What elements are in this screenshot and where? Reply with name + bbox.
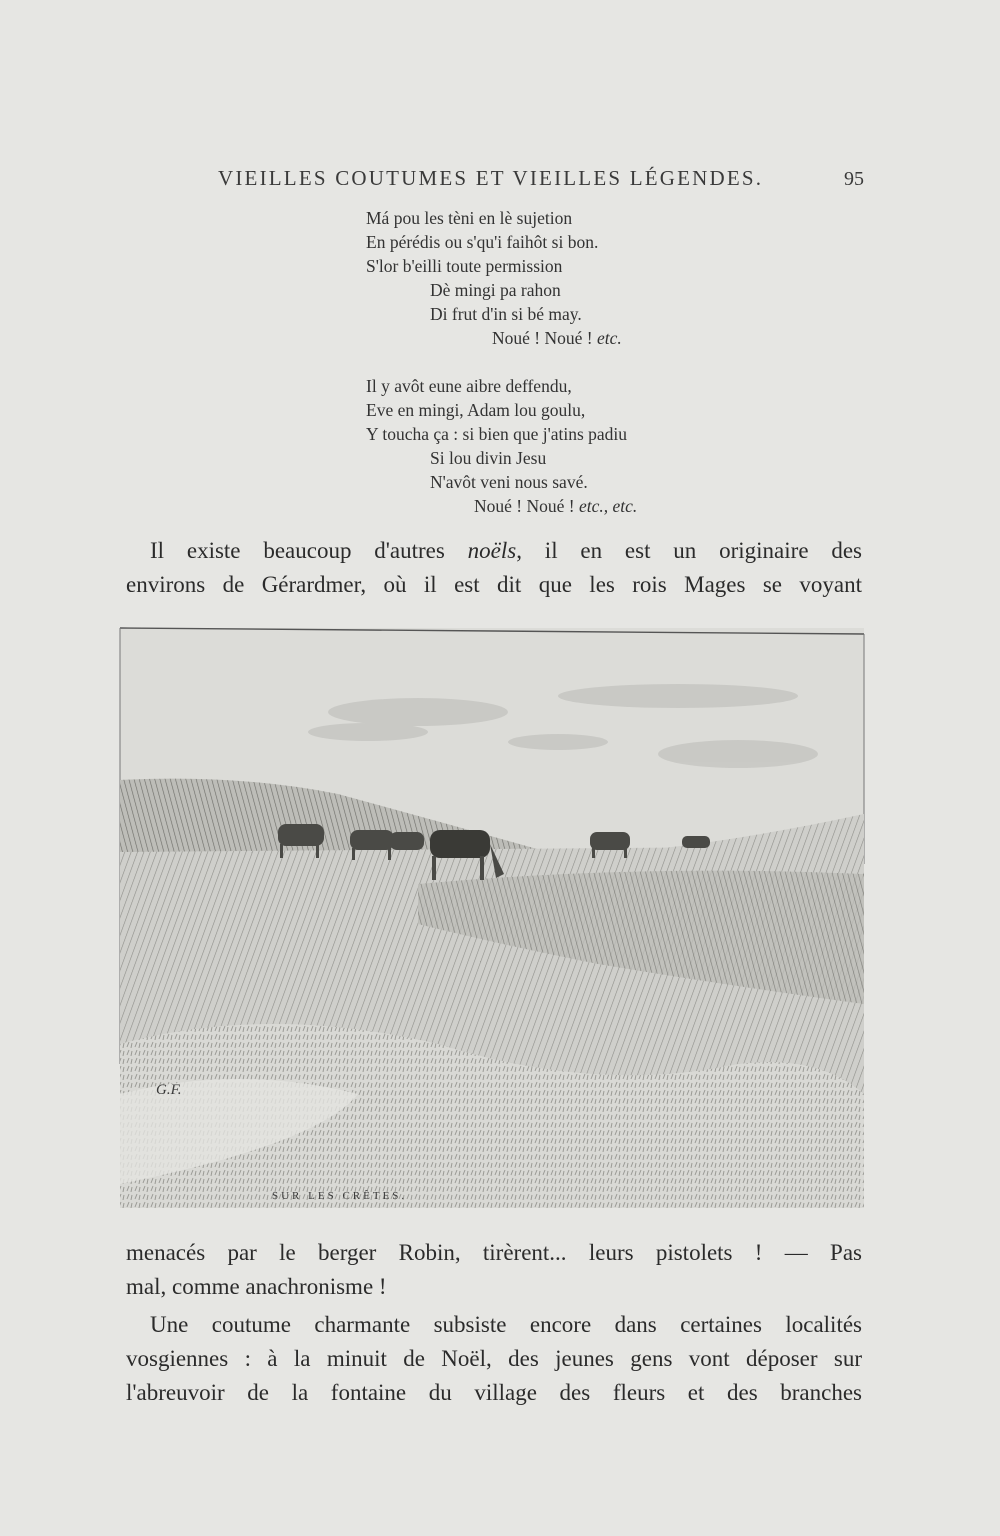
prose-line: l'abreuvoir de la fontaine du village des fleurs et des branches xyxy=(126,1380,862,1405)
verse-refrain: Noué ! Noué ! etc., etc. xyxy=(474,496,638,516)
paragraph-noels xyxy=(126,534,862,602)
figure-caption: SUR LES CRÊTES. xyxy=(272,1190,408,1202)
running-head: VIEILLES COUTUMES ET VIEILLES LÉGENDES. xyxy=(218,166,764,190)
verse-line: S'lor b'eilli toute permission xyxy=(366,256,563,276)
landscape-engraving xyxy=(118,624,866,1210)
page-number: 95 xyxy=(844,168,864,190)
verse-line: Dè mingi pa rahon xyxy=(430,280,561,300)
poem-stanza-1 xyxy=(366,206,622,350)
verse-line: Y toucha ça : si bien que j'atins padiu xyxy=(366,424,628,444)
poem-stanza-2 xyxy=(366,374,637,518)
prose-line: menacés par le berger Robin, tirèrent... leurs pistolets ! — Pas xyxy=(126,1240,862,1265)
paragraph-robin xyxy=(126,1236,862,1410)
engraving-illustration xyxy=(118,624,866,1210)
artist-signature: G.F. xyxy=(156,1082,182,1098)
verse-line: Di frut d'in si bé may. xyxy=(430,304,582,324)
prose-line: mal, comme anachronisme ! xyxy=(126,1274,387,1299)
verse-line: Si lou divin Jesu xyxy=(430,448,547,468)
verse-line: Má pou les tèni en lè sujetion xyxy=(366,208,573,228)
prose-line: Il existe beaucoup d'autres noëls, il en est un originaire des xyxy=(150,538,862,563)
verse-line: Eve en mingi, Adam lou goulu, xyxy=(366,400,586,420)
verse-refrain: Noué ! Noué ! etc. xyxy=(492,328,622,348)
prose-line: environs de Gérardmer, où il est dit que les rois Mages se voyant xyxy=(126,572,862,597)
prose-line: vosgiennes : à la minuit de Noël, des jeunes gens vont déposer sur xyxy=(126,1346,862,1371)
prose-line: Une coutume charmante subsiste encore dans certaines localités xyxy=(150,1312,862,1337)
verse-line: N'avôt veni nous savé. xyxy=(430,472,588,492)
verse-line: Il y avôt eune aibre deffendu, xyxy=(366,376,572,396)
verse-line: En pérédis ou s'qu'i faihôt si bon. xyxy=(366,232,599,252)
